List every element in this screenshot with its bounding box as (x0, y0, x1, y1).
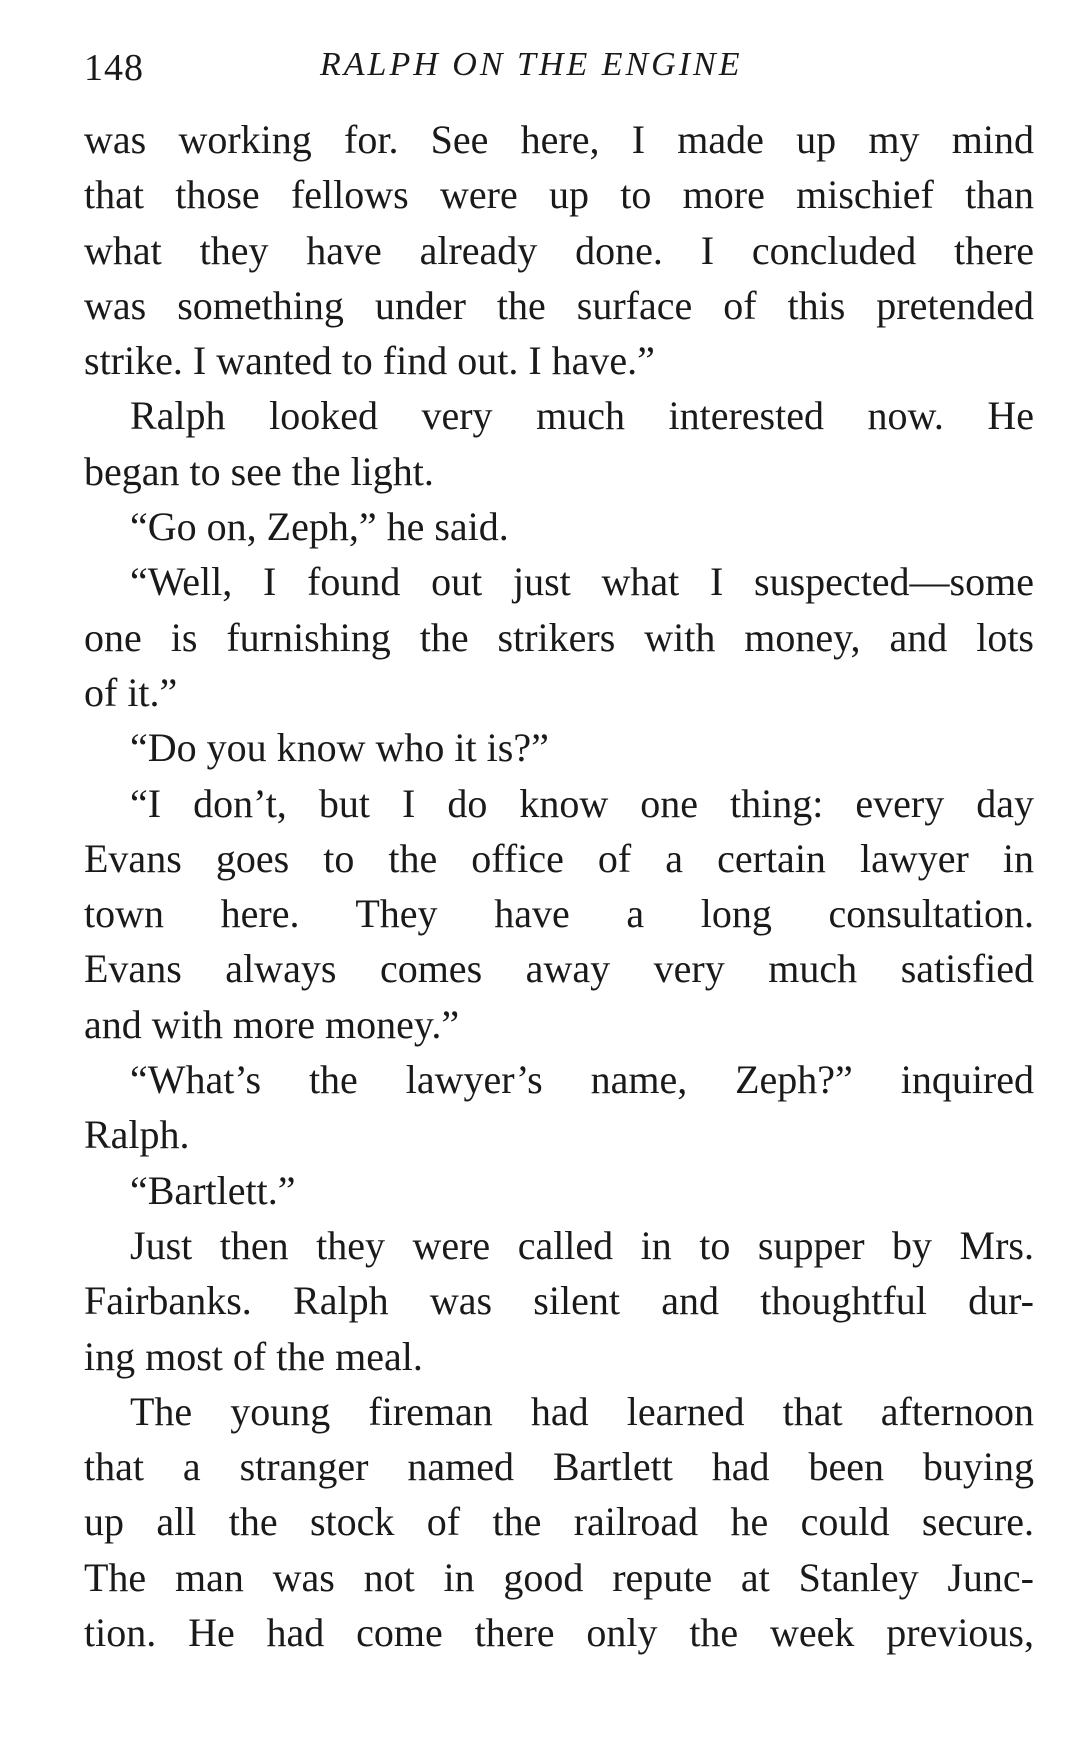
text-line: Evans goes to the office of a certain lawyer in (84, 835, 1034, 881)
text-line: tion. He had come there only the week previous, (84, 1610, 1034, 1656)
text-line: The man was not in good repute at Stanley Junc- (84, 1554, 1034, 1600)
page-number: 148 (84, 47, 144, 89)
text-line: “Bartlett.” (130, 1167, 296, 1213)
text-line: and with more money.” (84, 1001, 460, 1047)
text-line: Ralph. (84, 1112, 190, 1158)
page-header (84, 40, 1034, 100)
text-line: Fairbanks. Ralph was silent and thoughtful dur- (84, 1278, 1034, 1324)
text-line: began to see the light. (84, 448, 434, 494)
text-line: that a stranger named Bartlett had been buying (84, 1444, 1034, 1490)
text-line: ing most of the meal. (84, 1333, 423, 1379)
text-line: “Well, I found out just what I suspected—some (130, 559, 1034, 605)
text-line: town here. They have a long consultation. (84, 891, 1034, 937)
book-page (84, 40, 1034, 1660)
text-line: The young fireman had learned that afternoon (130, 1388, 1034, 1434)
text-line: “Do you know who it is?” (130, 725, 549, 771)
running-title: RALPH ON THE ENGINE (320, 46, 743, 83)
text-line: Evans always comes away very much satisfied (84, 946, 1034, 992)
text-line: Ralph looked very much interested now. He (130, 393, 1034, 439)
text-line: one is furnishing the strikers with money, and lots (84, 614, 1034, 660)
text-line: was working for. See here, I made up my mind (84, 117, 1034, 162)
text-line: “Go on, Zeph,” he said. (130, 504, 509, 550)
text-line: “What’s the lawyer’s name, Zeph?” inquired (130, 1057, 1034, 1103)
text-line: Just then they were called in to supper by Mrs. (130, 1222, 1034, 1268)
text-line: strike. I wanted to find out. I have.” (84, 338, 655, 384)
text-line: was something under the surface of this pretended (84, 282, 1034, 328)
text-line: what they have already done. I concluded there (84, 227, 1034, 273)
text-line: of it.” (84, 669, 178, 715)
body-text (84, 112, 1034, 1660)
text-line: “I don’t, but I do know one thing: every day (130, 780, 1034, 826)
text-line: that those fellows were up to more mischief than (84, 172, 1034, 218)
text-line: up all the stock of the railroad he could secure. (84, 1499, 1034, 1545)
